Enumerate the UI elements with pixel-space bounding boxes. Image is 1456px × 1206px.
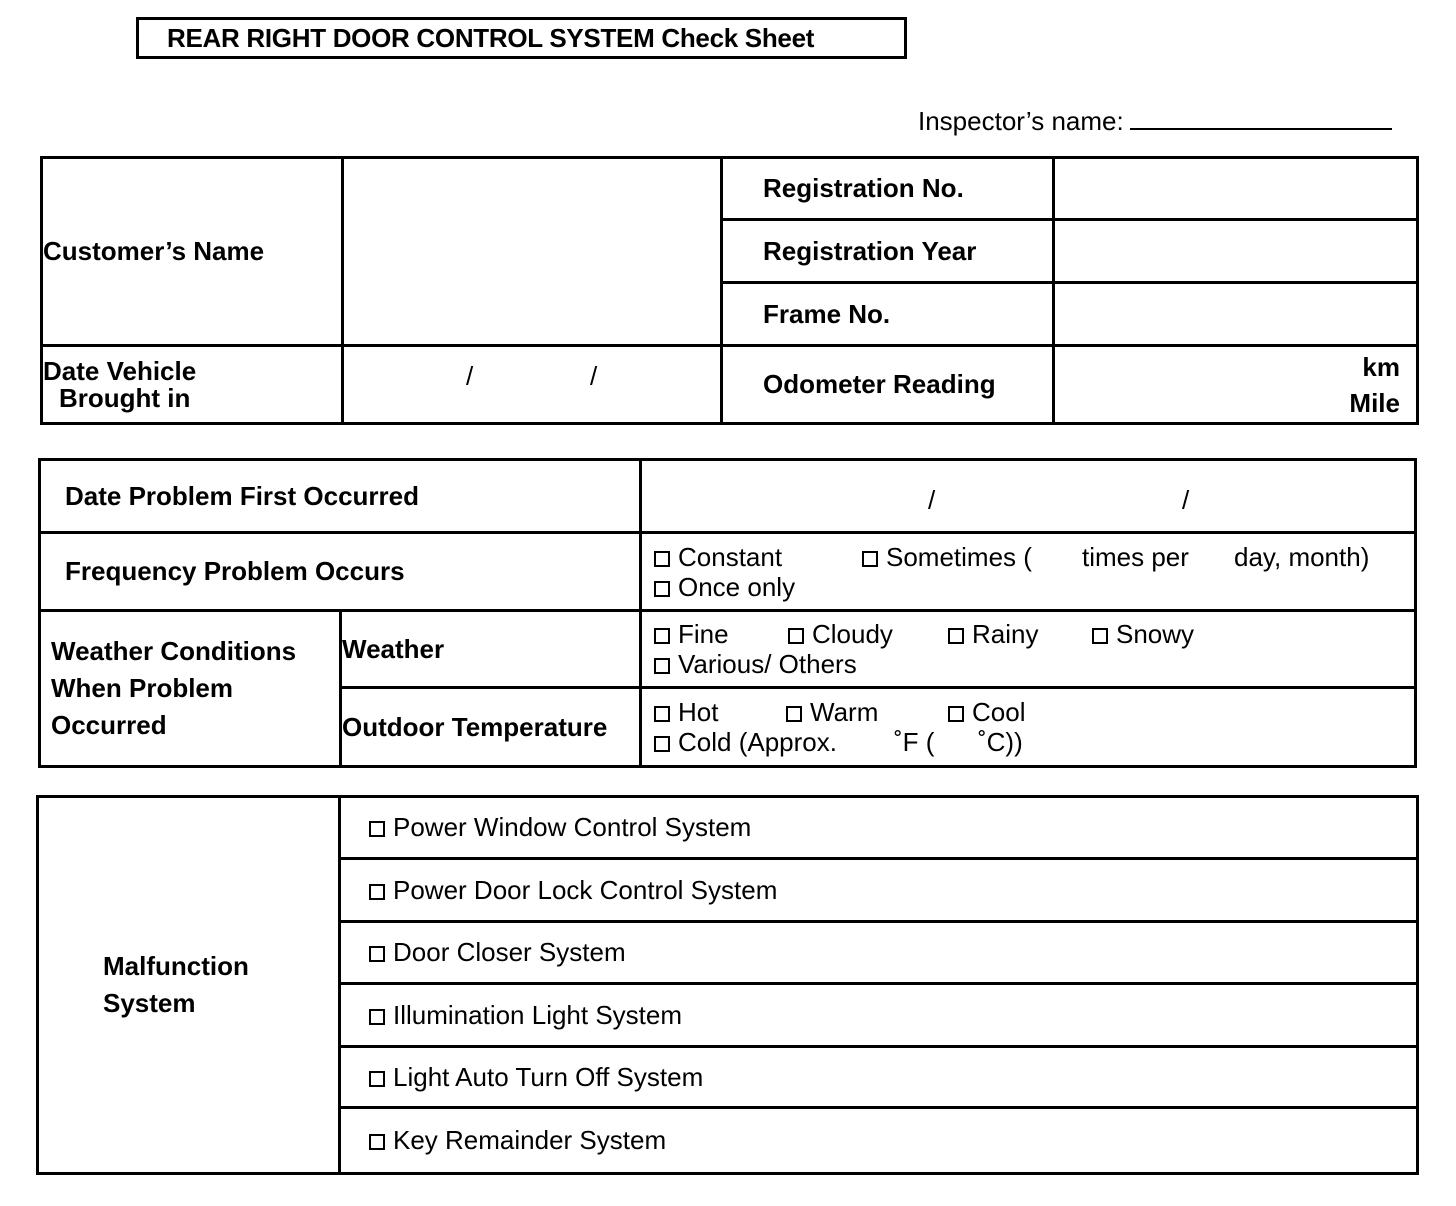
malfunction-option-light-auto-off[interactable]: Light Auto Turn Off System bbox=[340, 1047, 1418, 1108]
date-brought-label bbox=[42, 346, 343, 424]
inspector-name-line[interactable] bbox=[1130, 108, 1392, 130]
weather-options bbox=[641, 611, 1416, 688]
temperature-options bbox=[641, 688, 1416, 767]
checkbox[interactable] bbox=[369, 1134, 385, 1150]
date-brought-line2: Brought in bbox=[59, 382, 191, 413]
customer-name-label: Customer’s Name bbox=[42, 158, 343, 346]
day-month-text: day, month) bbox=[1234, 541, 1370, 572]
problem-conditions-table bbox=[38, 458, 1417, 768]
registration-no-field[interactable] bbox=[1054, 158, 1418, 220]
outdoor-temperature-label: Outdoor Temperature bbox=[341, 688, 641, 767]
checkbox[interactable] bbox=[1092, 628, 1108, 644]
checkbox[interactable] bbox=[654, 628, 670, 644]
celsius-unit: ˚C)) bbox=[978, 727, 1023, 757]
checkbox[interactable] bbox=[654, 551, 670, 567]
weather-various-option[interactable]: Various/ Others bbox=[654, 649, 857, 679]
sheet-title: REAR RIGHT DOOR CONTROL SYSTEM Check Sheet bbox=[136, 17, 907, 59]
checkbox[interactable] bbox=[948, 628, 964, 644]
checkbox[interactable] bbox=[788, 628, 804, 644]
vehicle-info-table bbox=[40, 156, 1419, 425]
weather-rainy-option[interactable]: Rainy bbox=[948, 619, 1092, 649]
times-per-text: times per bbox=[1082, 541, 1189, 572]
date-brought-slash-1: / bbox=[466, 361, 474, 391]
registration-year-label: Registration Year bbox=[722, 220, 1054, 283]
checkbox[interactable] bbox=[862, 551, 878, 567]
weather-snowy-option[interactable]: Snowy bbox=[1092, 619, 1194, 649]
frequency-label: Frequency Problem Occurs bbox=[40, 533, 641, 611]
frame-no-field[interactable] bbox=[1054, 283, 1418, 346]
weather-fine-option[interactable]: Fine bbox=[654, 619, 788, 649]
frame-no-label: Frame No. bbox=[722, 283, 1054, 346]
malfunction-option-power-door-lock[interactable]: Power Door Lock Control System bbox=[340, 859, 1418, 922]
checkbox[interactable] bbox=[786, 706, 802, 722]
malfunction-system-table bbox=[36, 795, 1419, 1175]
checkbox[interactable] bbox=[654, 736, 670, 752]
malfunction-label-line2: System bbox=[103, 988, 196, 1018]
malfunction-system-label bbox=[38, 797, 340, 1174]
frequency-options bbox=[641, 533, 1416, 611]
weather-conditions-label bbox=[40, 611, 341, 767]
date-first-occurred-field[interactable] bbox=[641, 460, 1416, 533]
checkbox[interactable] bbox=[369, 1009, 385, 1025]
checkbox[interactable] bbox=[654, 706, 670, 722]
date-brought-field[interactable] bbox=[343, 346, 722, 424]
malfunction-option-illumination-light[interactable]: Illumination Light System bbox=[340, 984, 1418, 1047]
registration-year-field[interactable] bbox=[1054, 220, 1418, 283]
fahrenheit-unit: ˚F ( bbox=[894, 727, 935, 757]
weather-cloudy-option[interactable]: Cloudy bbox=[788, 619, 948, 649]
odometer-label: Odometer Reading bbox=[722, 346, 1054, 424]
inspector-name-field[interactable] bbox=[918, 106, 1392, 137]
malfunction-option-door-closer[interactable]: Door Closer System bbox=[340, 922, 1418, 984]
malfunction-option-power-window[interactable]: Power Window Control System bbox=[340, 797, 1418, 859]
checkbox[interactable] bbox=[369, 946, 385, 962]
checkbox[interactable] bbox=[369, 821, 385, 837]
malfunction-label-line1: Malfunction bbox=[103, 951, 249, 981]
frequency-sometimes-option[interactable]: Sometimes ( bbox=[862, 542, 1082, 572]
frequency-constant-option[interactable]: Constant bbox=[654, 542, 862, 572]
weather-group-line3: Occurred bbox=[51, 710, 167, 740]
checkbox[interactable] bbox=[369, 1071, 385, 1087]
unit-mile: Mile bbox=[1349, 387, 1400, 418]
date-brought-slash-2: / bbox=[590, 361, 598, 391]
checkbox[interactable] bbox=[654, 581, 670, 597]
date-first-slash-2: / bbox=[1182, 485, 1190, 515]
temp-hot-option[interactable]: Hot bbox=[654, 697, 786, 727]
temp-warm-option[interactable]: Warm bbox=[786, 697, 948, 727]
customer-name-field[interactable] bbox=[343, 158, 722, 346]
date-brought-line1: Date Vehicle bbox=[43, 355, 197, 386]
checkbox[interactable] bbox=[948, 706, 964, 722]
registration-no-label: Registration No. bbox=[722, 158, 1054, 220]
weather-group-line2: When Problem bbox=[51, 673, 234, 703]
odometer-field[interactable] bbox=[1054, 346, 1418, 424]
weather-label: Weather bbox=[341, 611, 641, 688]
checkbox[interactable] bbox=[654, 658, 670, 674]
checkbox[interactable] bbox=[369, 884, 385, 900]
temp-cold-option[interactable]: Cold (Approx. bbox=[654, 727, 894, 757]
frequency-once-option[interactable]: Once only bbox=[654, 572, 795, 602]
temp-cool-option[interactable]: Cool bbox=[948, 697, 1025, 727]
unit-km: km bbox=[1362, 351, 1400, 382]
inspector-label: Inspector’s name: bbox=[918, 106, 1124, 136]
weather-group-line1: Weather Conditions bbox=[51, 636, 297, 666]
date-first-occurred-label: Date Problem First Occurred bbox=[40, 460, 641, 533]
malfunction-option-key-remainder[interactable]: Key Remainder System bbox=[340, 1108, 1418, 1174]
date-first-slash-1: / bbox=[928, 485, 936, 515]
